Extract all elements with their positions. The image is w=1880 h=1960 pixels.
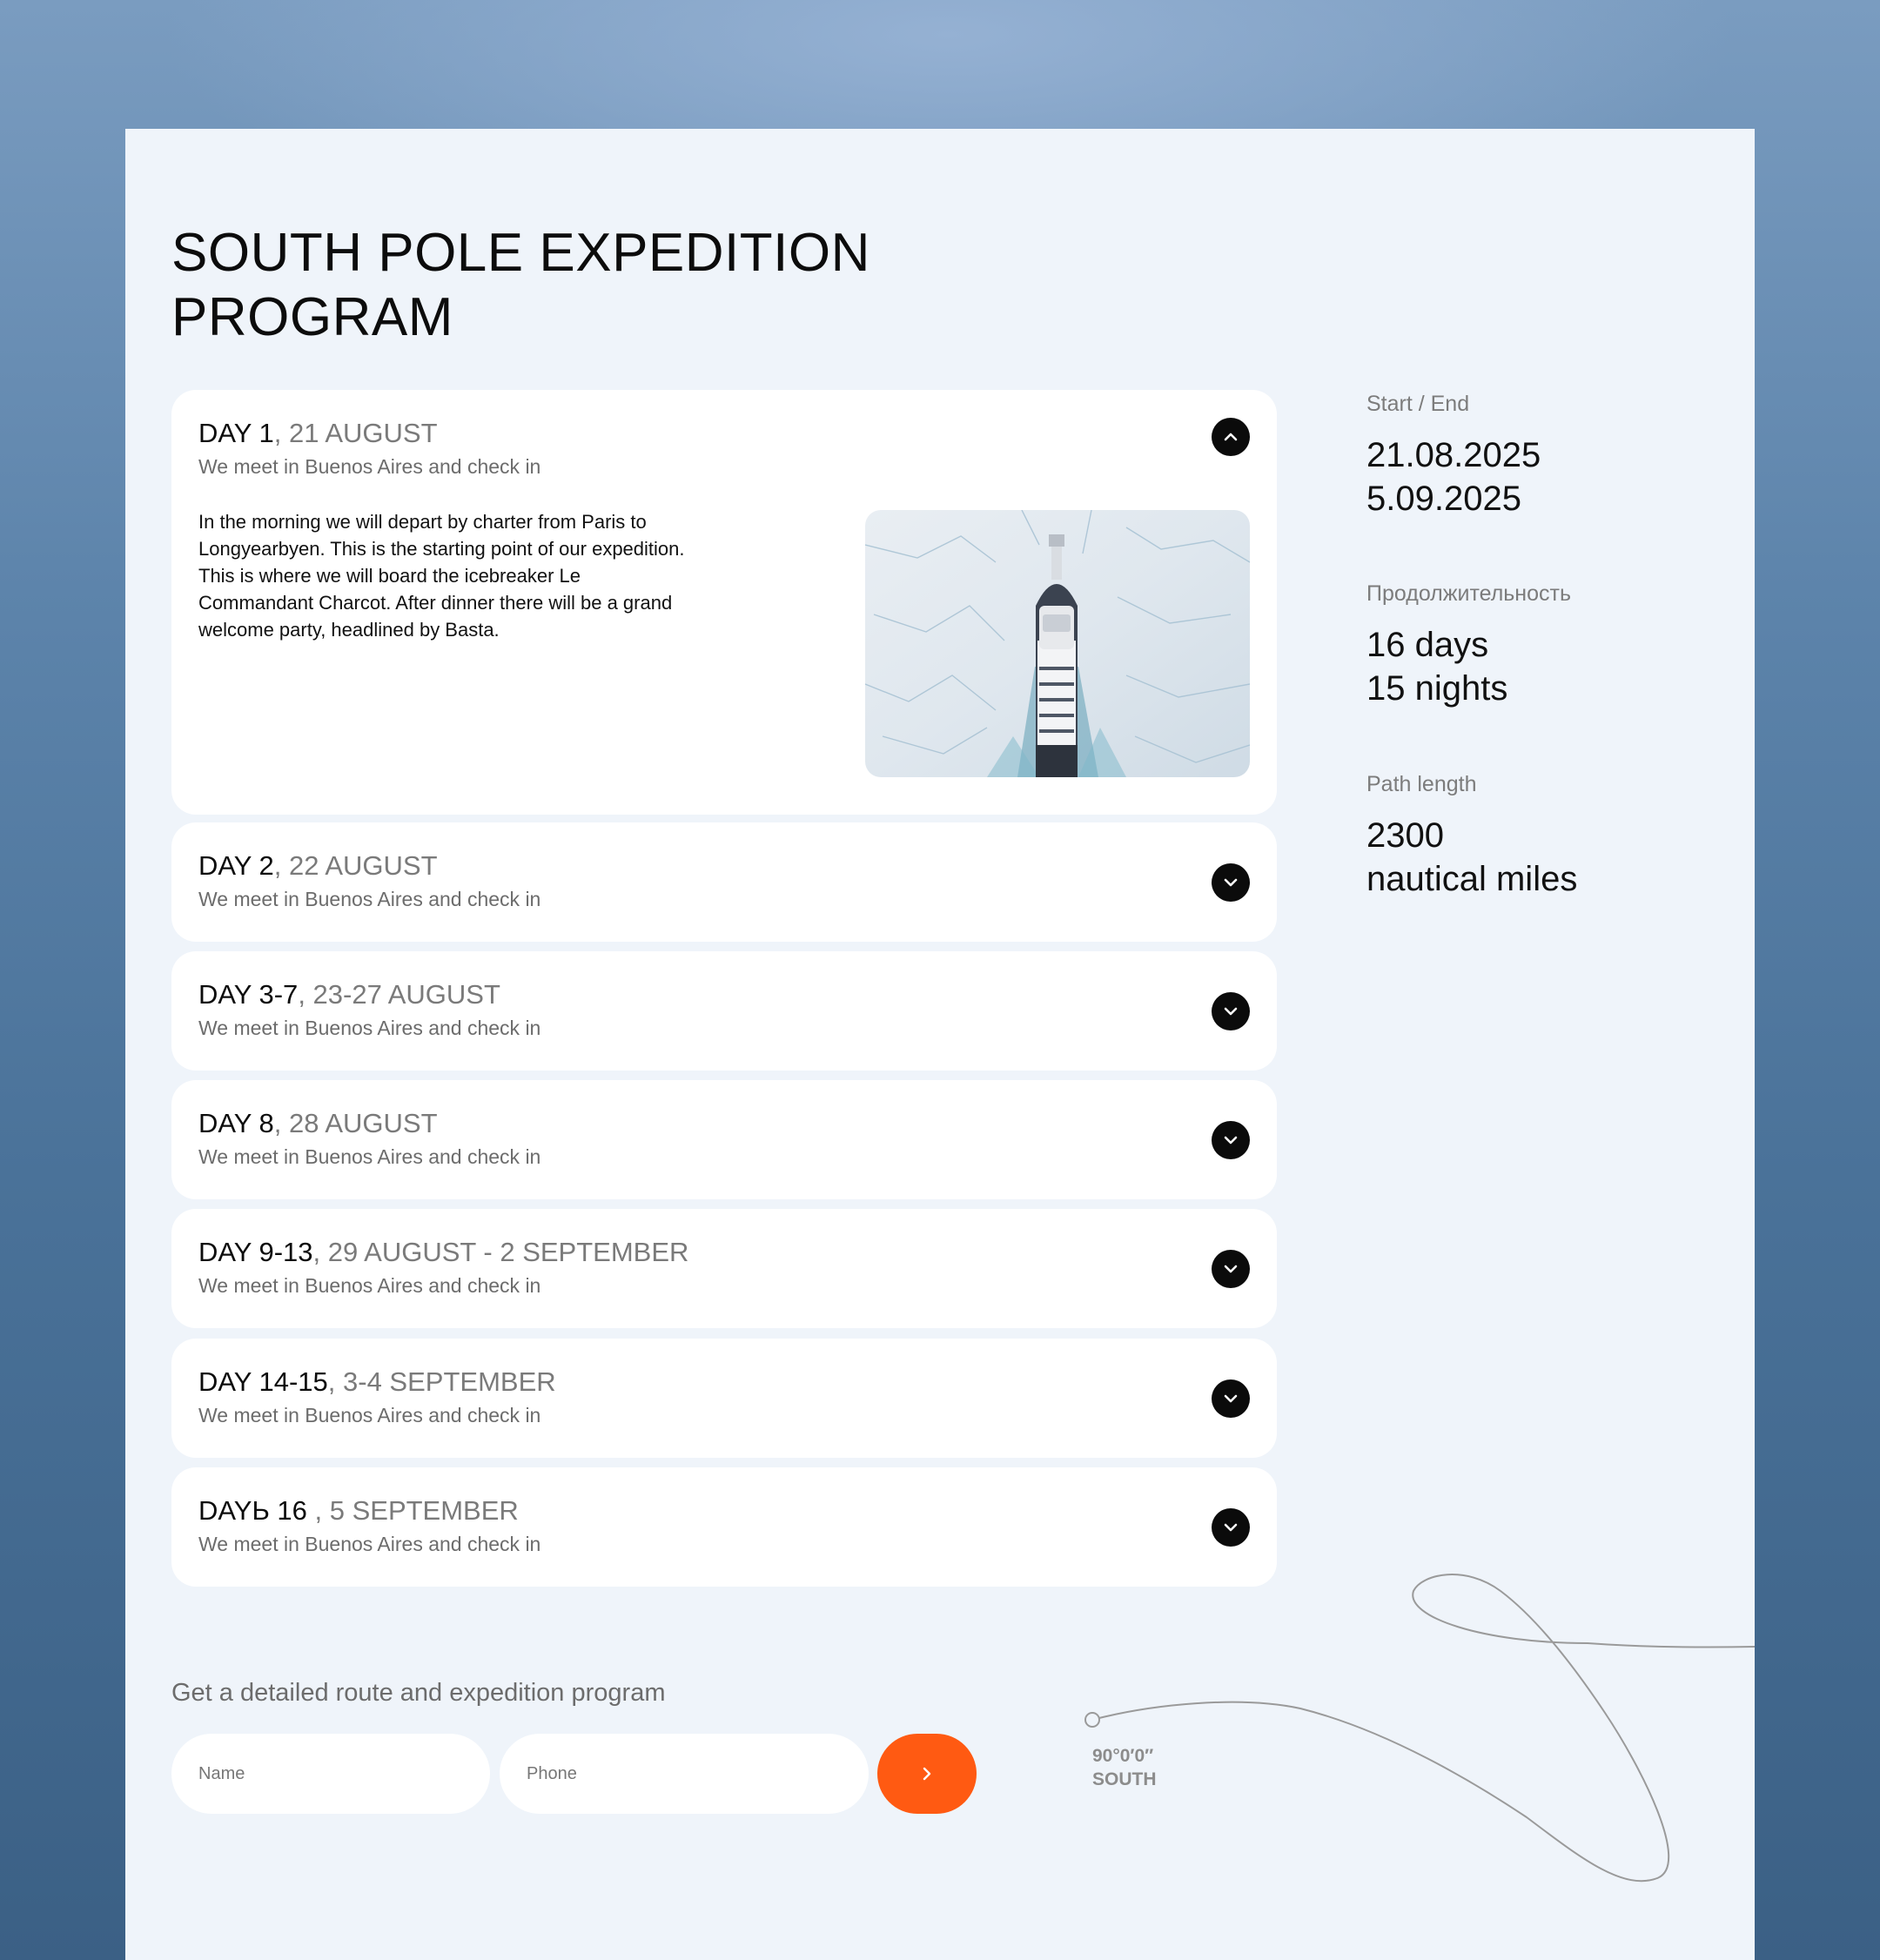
form-heading: Get a detailed route and expedition program	[171, 1679, 666, 1707]
day-title: DAYЬ 16 , 5 SEPTEMBER	[198, 1495, 519, 1526]
program-card	[125, 129, 1755, 1960]
chevron-down-icon	[1222, 1003, 1239, 1020]
expand-toggle-button[interactable]	[1212, 992, 1250, 1030]
day-header	[198, 1495, 1172, 1556]
chevron-up-icon	[1222, 428, 1239, 446]
duration-label: Продолжительность	[1366, 581, 1571, 606]
submit-button[interactable]	[877, 1734, 977, 1814]
day-subtitle: We meet in Buenos Aires and check in	[198, 1017, 541, 1039]
day-title: DAY 2, 22 AUGUST	[198, 850, 438, 881]
expand-toggle-button[interactable]	[1212, 1508, 1250, 1547]
coordinate-label: SOUTH	[1092, 1769, 1157, 1789]
day-subtitle: We meet in Buenos Aires and check in	[198, 1404, 541, 1426]
day-subtitle: We meet in Buenos Aires and check in	[198, 1533, 541, 1555]
path-length-unit: nautical miles	[1366, 860, 1578, 898]
duration-days: 16 days	[1366, 626, 1489, 664]
chevron-down-icon	[1222, 1390, 1239, 1407]
phone-input[interactable]	[500, 1734, 869, 1814]
day-title: DAY 9-13, 29 AUGUST - 2 SEPTEMBER	[198, 1237, 689, 1267]
day-item-8[interactable]	[171, 1080, 1277, 1199]
chevron-right-icon	[919, 1766, 935, 1782]
chevron-down-icon	[1222, 1260, 1239, 1278]
day-title: DAY 1, 21 AUGUST	[198, 418, 438, 448]
day-header	[198, 1237, 1172, 1298]
end-date: 5.09.2025	[1366, 480, 1521, 518]
collapse-toggle-button[interactable]	[1212, 418, 1250, 456]
dates-value	[1366, 433, 1541, 520]
day-title: DAY 14-15, 3-4 SEPTEMBER	[198, 1366, 556, 1397]
day-header	[198, 418, 1172, 479]
name-input[interactable]	[171, 1734, 490, 1814]
duration-nights: 15 nights	[1366, 669, 1508, 708]
day-subtitle: We meet in Buenos Aires and check in	[198, 1145, 541, 1168]
day-item-1[interactable]	[171, 390, 1277, 815]
day-header	[198, 850, 1172, 911]
coordinate-value: 90°0′0″	[1092, 1746, 1154, 1766]
expand-toggle-button[interactable]	[1212, 1250, 1250, 1288]
chevron-down-icon	[1222, 1519, 1239, 1536]
chevron-down-icon	[1222, 874, 1239, 891]
path-length-label: Path length	[1366, 772, 1477, 796]
expand-toggle-button[interactable]	[1212, 863, 1250, 902]
duration-value	[1366, 623, 1507, 710]
day-header	[198, 979, 1172, 1040]
start-date: 21.08.2025	[1366, 436, 1541, 474]
day-title: DAY 8, 28 AUGUST	[198, 1108, 438, 1138]
day-item-14-15[interactable]	[171, 1339, 1277, 1458]
day-title: DAY 3-7, 23-27 AUGUST	[198, 979, 500, 1010]
route-start-marker	[1085, 1713, 1099, 1727]
page-title-line2: PROGRAM	[171, 287, 453, 347]
day-description: In the morning we will depart by charter from Paris to Longyearbyen. This is the starting point of our expedition. This is where we will board the icebreaker Le Commandant Charcot. After dinner there will be a grand welcome party, headlined by Basta.	[198, 511, 685, 641]
page-title	[171, 221, 870, 350]
day-item-16[interactable]	[171, 1467, 1277, 1587]
page-title-line1: SOUTH POLE EXPEDITION	[171, 223, 870, 283]
expand-toggle-button[interactable]	[1212, 1121, 1250, 1159]
expand-toggle-button[interactable]	[1212, 1379, 1250, 1418]
chevron-down-icon	[1222, 1131, 1239, 1149]
path-length-number: 2300	[1366, 816, 1444, 855]
day-item-2[interactable]	[171, 822, 1277, 942]
day-header	[198, 1366, 1172, 1427]
path-length-value	[1366, 814, 1577, 901]
dates-label: Start / End	[1366, 392, 1470, 416]
day-header	[198, 1108, 1172, 1169]
day-subtitle: We meet in Buenos Aires and check in	[198, 455, 541, 478]
day-subtitle: We meet in Buenos Aires and check in	[198, 888, 541, 910]
day-item-3-7[interactable]	[171, 951, 1277, 1071]
icebreaker-ship-photo	[865, 510, 1250, 777]
day-subtitle: We meet in Buenos Aires and check in	[198, 1274, 541, 1297]
day-item-9-13[interactable]	[171, 1209, 1277, 1328]
pole-coordinates	[1092, 1744, 1157, 1791]
